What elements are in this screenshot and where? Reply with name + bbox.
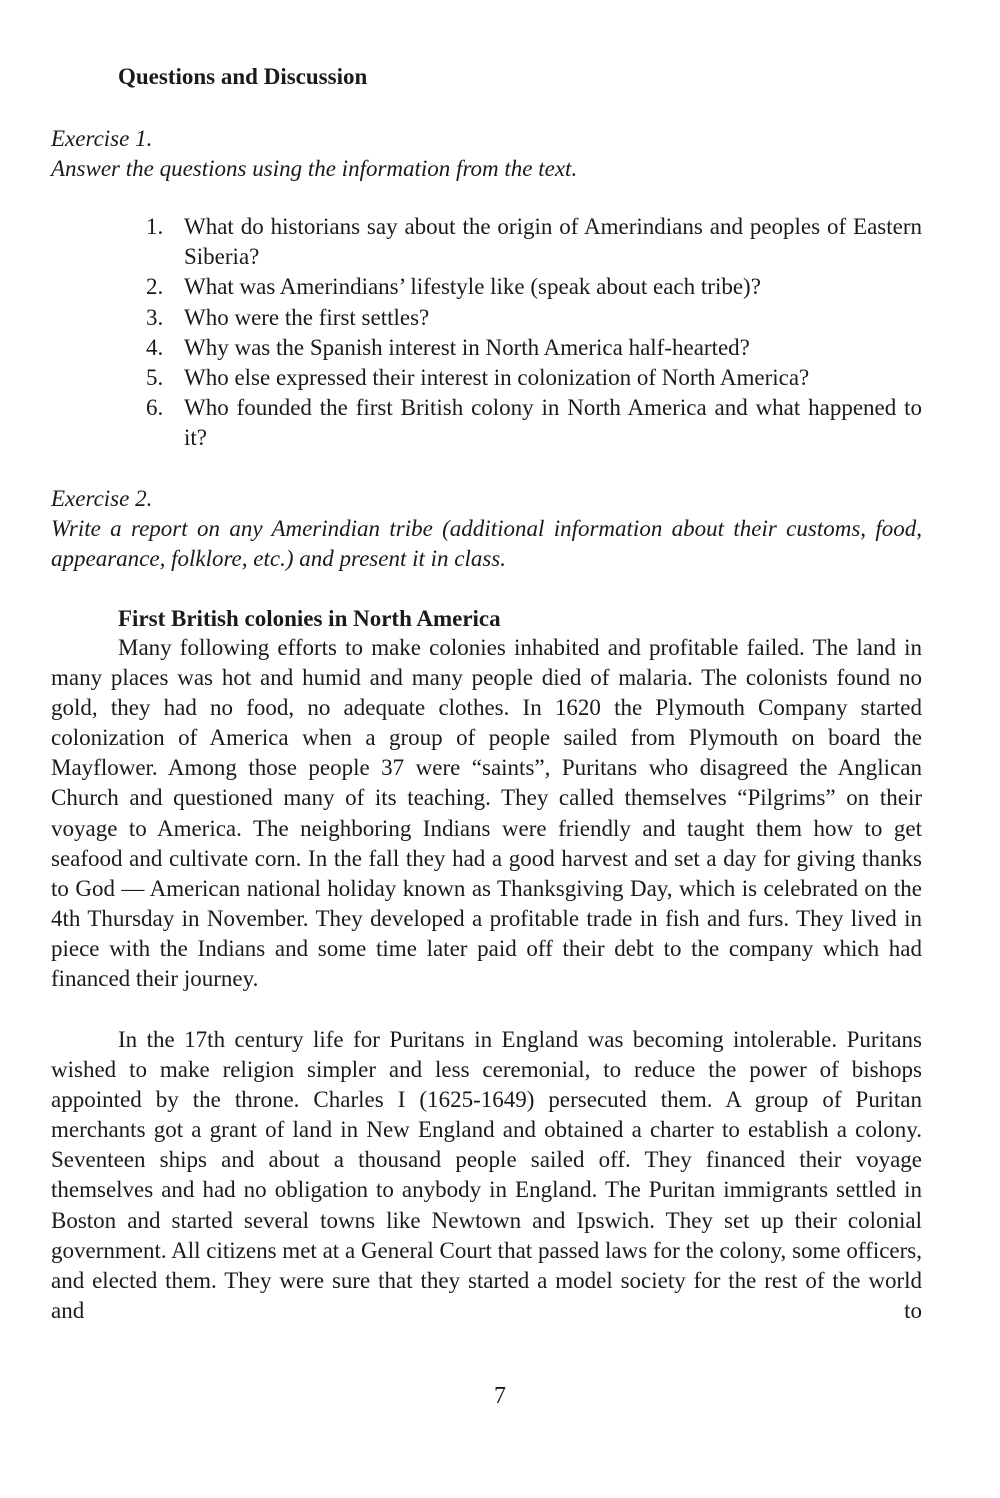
section-title: Questions and Discussion (118, 64, 368, 89)
exercise-2-instruction: Write a report on any Amerindian tribe (additional information about their customs, food, appearance, folklore, etc.) and present it in class. (51, 516, 922, 571)
question-number: 1. (146, 214, 164, 239)
exercise-1-label: Exercise 1. (51, 126, 153, 151)
question-text: Who else expressed their interest in colonization of North America? (184, 365, 810, 391)
question-text: What was Amerindians’ lifestyle like (speak about each tribe)? (184, 274, 761, 300)
question-item (146, 303, 922, 333)
question-item (146, 212, 922, 272)
question-text: What do historians say about the origin of Amerindians and peoples of Eastern Siberia? (184, 214, 922, 270)
question-list (146, 212, 922, 454)
question-number: 5. (146, 365, 164, 391)
exercise-2-label: Exercise 2. (51, 486, 153, 511)
question-text: Who founded the first British colony in North America and what happened to it? (184, 395, 922, 451)
article-paragraph-1: Many following efforts to make colonies inhabited and profitable failed. The land in many places was hot and humid and many people died of malaria. The colonists found no gold, they had no food, no adequate clothes. In 1620 the Plymouth Company started colonization of America when a group of people sailed from Plymouth on board the Mayflower. Among those people 37 were “saints”, Puritans who disagreed the Anglican Church and questioned many of its teaching. They called themselves “Pilgrims” on their voyage to America. The neighboring Indians were friendly and taught them how to get seafood and cultivate corn. In the fall they had a good harvest and set a day for giving thanks to God — American national holiday known as Thanksgiving Day, which is celebrated on the 4th Thursday in November. They developed a profitable trade in fish and furs. They lived in piece with the Indians and some time later paid off their debt to the company which had financed their journey. (51, 635, 922, 992)
question-text: Why was the Spanish interest in North America half-hearted? (184, 334, 750, 360)
question-item (146, 272, 922, 302)
question-number: 2. (146, 274, 164, 300)
question-item (146, 333, 922, 363)
question-number: 6. (146, 395, 164, 421)
question-number: 4. (146, 334, 164, 360)
question-number: 3. (146, 304, 164, 330)
exercise-1-instruction: Answer the questions using the information from the text. (51, 156, 578, 181)
question-text: Who were the first settles? (184, 304, 430, 330)
question-item (146, 363, 922, 393)
article-title: First British colonies in North America (118, 606, 501, 631)
article-paragraph-2: In the 17th century life for Puritans in England was becoming intolerable. Puritans wished to make religion simpler and less ceremonial, to reduce the power of bishops appointed by the throne. Charles I (1625-1649) persecuted them. A group of Puritan merchants got a grant of land in New England and obtained a charter to establish a colony. Seventeen ships and about a thousand people sailed off. They financed their voyage themselves and had no obligation to anybody in England. The Puritan immigrants settled in Boston and started several towns like Newtown and Ipswich. They set up their colonial government. All citizens met at a General Court that passed laws for the colony, some officers, and elected them. They were sure that they started a model society for the rest of the world and to (51, 1027, 922, 1323)
question-item (146, 393, 922, 453)
page-number: 7 (494, 1383, 506, 1409)
